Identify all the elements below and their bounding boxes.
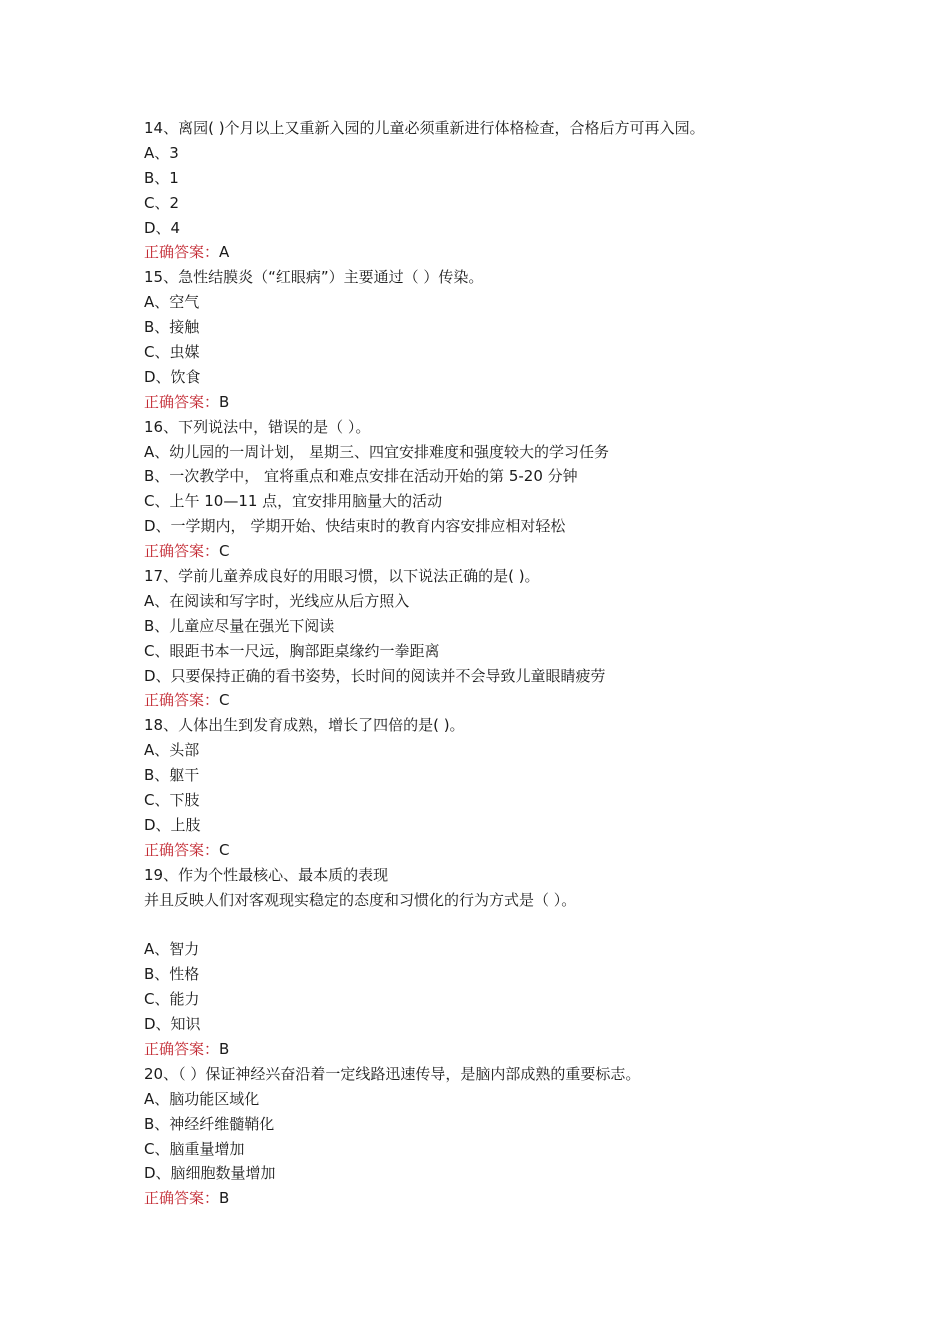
correct-answer: [144, 240, 844, 265]
correct-answer-label: 正确答案：: [144, 392, 220, 411]
question-block: [144, 713, 844, 862]
question-block: [144, 116, 844, 265]
correct-answer-value: C: [219, 691, 230, 710]
correct-answer-label: 正确答案：: [144, 542, 220, 561]
question-stem: 并且反映人们对客观现实稳定的态度和习惯化的行为方式是（ ）。: [144, 890, 577, 909]
answer-option: A、空气: [144, 293, 200, 312]
correct-answer-value: B: [219, 1189, 230, 1208]
blank-line: [144, 913, 844, 938]
correct-answer: [144, 390, 844, 415]
answer-option: D、上肢: [144, 815, 201, 834]
answer-option: C、能力: [144, 990, 200, 1009]
answer-option: A、幼儿园的一周计划， 星期三、四宜安排难度和强度较大的学习任务: [144, 442, 610, 461]
correct-answer-label: 正确答案：: [144, 1189, 220, 1208]
answer-option: C、上午 10—11 点，宜安排用脑量大的活动: [144, 492, 443, 511]
answer-option: A、智力: [144, 940, 200, 959]
answer-option: C、2: [144, 193, 180, 212]
answer-option: C、脑重量增加: [144, 1139, 245, 1158]
answer-option: B、躯干: [144, 766, 200, 785]
question-block: [144, 415, 844, 564]
answer-option: A、头部: [144, 741, 200, 760]
question-block: [144, 564, 844, 713]
answer-option: A、脑功能区域化: [144, 1089, 260, 1108]
question-stem: 20、（ ）保证神经兴奋沿着一定线路迅速传导，是脑内部成熟的重要标志。: [144, 1064, 641, 1083]
answer-option: C、下肢: [144, 791, 200, 810]
question-block: [144, 265, 844, 414]
question-stem: 14、离园( )个月以上又重新入园的儿童必须重新进行体格检查，合格后方可再入园。: [144, 119, 705, 137]
answer-option: B、神经纤维髓鞘化: [144, 1114, 275, 1133]
correct-answer-value: A: [219, 243, 230, 262]
correct-answer-value: B: [219, 1039, 230, 1058]
correct-answer-label: 正确答案：: [144, 1039, 220, 1058]
correct-answer-label: 正确答案：: [144, 691, 220, 710]
correct-answer: [144, 539, 844, 564]
correct-answer-value: C: [219, 542, 230, 561]
correct-answer-label: 正确答案：: [144, 243, 220, 262]
question-stem: 19、作为个性最核心、最本质的表现: [144, 865, 389, 884]
answer-option: D、知识: [144, 1015, 201, 1034]
correct-answer: [144, 838, 844, 863]
answer-option: B、1: [144, 168, 179, 187]
answer-option: D、脑细胞数量增加: [144, 1164, 276, 1183]
answer-option: B、儿童应尽量在强光下阅读: [144, 616, 335, 635]
answer-option: C、眼距书本一尺远，胸部距桌缘约一拳距离: [144, 641, 440, 660]
question-stem: 16、下列说法中，错误的是（ ）。: [144, 417, 371, 436]
answer-option: C、虫媒: [144, 343, 200, 362]
answer-option: B、一次教学中， 宜将重点和难点安排在活动开始的第 5-20 分钟: [144, 467, 578, 486]
question-stem: 17、学前儿童养成良好的用眼习惯，以下说法正确的是( )。: [144, 567, 540, 586]
answer-option: D、饮食: [144, 367, 201, 386]
correct-answer: [144, 1186, 844, 1211]
question-block: [144, 863, 844, 1062]
question-block: [144, 1062, 844, 1211]
question-stem: 15、急性结膜炎（“红眼病”）主要通过（ ）传染。: [144, 268, 484, 287]
answer-option: D、只要保持正确的看书姿势，长时间的阅读并不会导致儿童眼睛疲劳: [144, 666, 606, 685]
question-list: [144, 116, 844, 1211]
correct-answer-value: B: [219, 392, 230, 411]
correct-answer-label: 正确答案：: [144, 840, 220, 859]
correct-answer: [144, 1037, 844, 1062]
answer-option: B、接触: [144, 318, 200, 337]
question-stem: 18、人体出生到发育成熟，增长了四倍的是( )。: [144, 716, 465, 735]
answer-option: A、3: [144, 143, 179, 162]
answer-option: A、在阅读和写字时，光线应从后方照入: [144, 591, 410, 610]
answer-option: D、4: [144, 218, 181, 237]
correct-answer-value: C: [219, 840, 230, 859]
answer-option: B、性格: [144, 965, 200, 984]
answer-option: D、一学期内， 学期开始、快结束时的教育内容安排应相对轻松: [144, 517, 566, 536]
correct-answer: [144, 688, 844, 713]
